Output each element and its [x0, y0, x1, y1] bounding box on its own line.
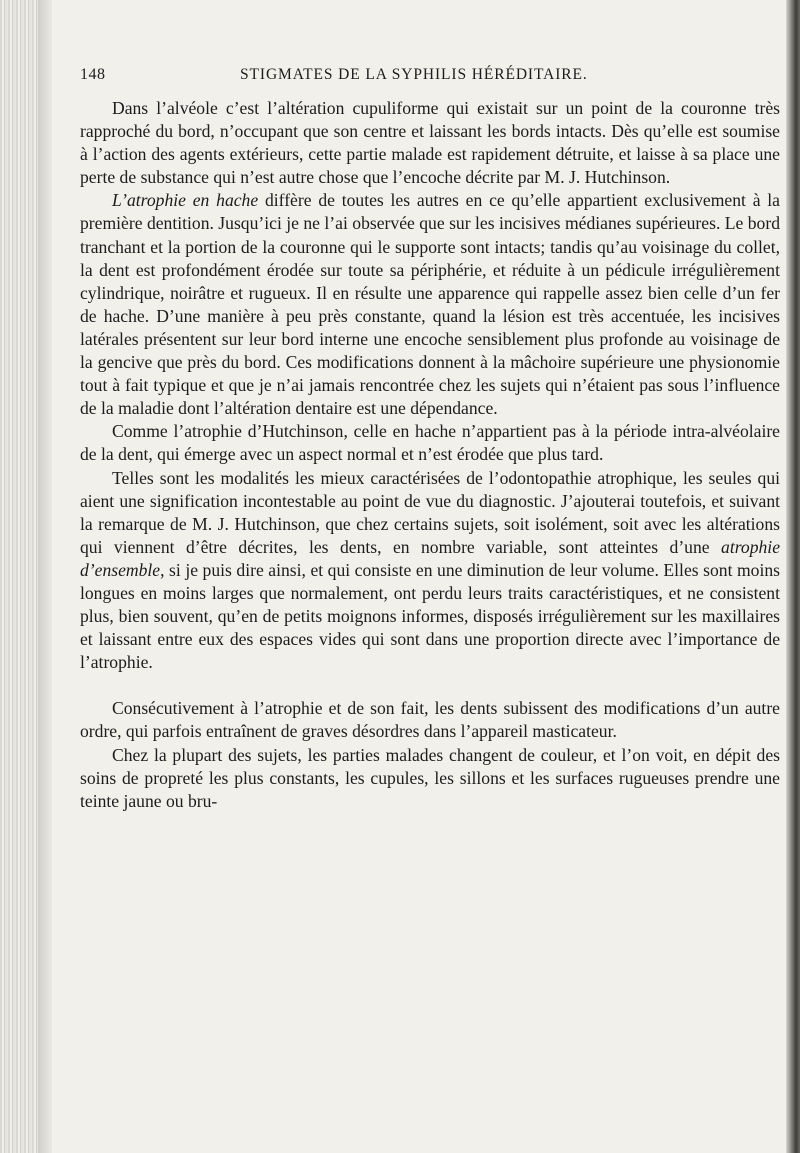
- page-right-edge: [786, 0, 800, 1153]
- text-run: Consécutivement à l’atrophie et de son fait, les dents subissent des modifications d’un autre ordre, qui parfois entraînent de graves désordres dans l’appareil masticateur.: [80, 698, 780, 742]
- paragraph: [80, 420, 780, 466]
- italic-term: L’atrophie en hache: [112, 190, 259, 211]
- text-run: diffère de toutes les autres en ce qu’elle appartient exclusivement à la première dentition. Jusqu’ici je ne l’ai observée que sur les incisives médianes supérieures. Le bord tranchant et la portion de la couronne qui le supporte sont intacts; tandis qu’au voisinage du collet, la dent est profondément érodée sur toute sa périphérie, et réduite à un pédicule irrégulièrement cylindrique, noirâtre et rugueux. Il en résulte une apparence qui rappelle assez bien celle d’un fer de hache. D’une manière à peu près constante, quand la lésion est très accentuée, les incisives latérales présentent sur leur bord interne une encoche sensiblement plus profonde au voisinage de la gencive que près du bord. Ces modifications donnent à la mâchoire supérieure une physionomie tout à fait typique et que je n’ai jamais rencontrée chez les sujets qui n’étaient pas sous l’influence de la maladie dont l’altération dentaire est une dépendance.: [80, 190, 780, 419]
- page-number: 148: [80, 66, 106, 83]
- text-run: Telles sont les modalités les mieux caractérisées de l’odontopathie atrophique, les seules qui aient une signification incontestable au point de vue du diagnostic. J’ajouterai toutefois, et suivant la remarque de M. J. Hutchinson, que chez certains sujets, soit isolément, soit avec les altérations qui viennent d’être décrites, les dents, en nombre variable, sont atteintes d’une: [80, 467, 780, 557]
- text-run: , si je puis dire ainsi, et qui consiste en une diminution de leur volume. Elles sont moins longues en moins larges que normalement, ont perdu leurs traits caractéristiques, et ne consistent plus, bien souvent, qu’en de petits moignons informes, disposés irrégulièrement sur les maxillaires et laissant entre eux des espaces vides qui sont dans une proportion directe avec l’importance de l’atrophie.: [80, 559, 780, 673]
- paragraph: [80, 744, 780, 813]
- binding-gutter: [0, 0, 40, 1153]
- paragraph: [80, 189, 780, 420]
- paragraph: [80, 97, 780, 189]
- body-text: [80, 97, 780, 813]
- gutter-shadow: [38, 0, 52, 1153]
- text-run: Comme l’atrophie d’Hutchinson, celle en hache n’appartient pas à la période intra-alvéolaire de la dent, qui émerge avec un aspect normal et n’est érodée que plus tard.: [80, 421, 780, 465]
- italic-term: atrophie d’ensemble: [80, 536, 780, 580]
- paragraph: [80, 467, 780, 675]
- paragraph: [80, 697, 780, 743]
- text-run: Chez la plupart des sujets, les parties malades changent de couleur, et l’on voit, en dépit des soins de propreté les plus constants, les cupules, les sillons et les surfaces rugueuses prendre une teinte jaune ou bru-: [80, 744, 780, 811]
- running-title: STIGMATES DE LA SYPHILIS HÉRÉDITAIRE.: [240, 66, 588, 83]
- page-header: [80, 66, 780, 88]
- text-run: Dans l’alvéole c’est l’altération cupuliforme qui existait sur un point de la couronne très rapproché du bord, n’occupant que son centre et laissant les bords intacts. Dès qu’elle est soumise à l’action des agents extérieurs, cette partie malade est rapidement détruite, et laisse à sa place une perte de substance qui n’est autre chose que l’encoche décrite par M. J. Hutchinson.: [80, 98, 780, 188]
